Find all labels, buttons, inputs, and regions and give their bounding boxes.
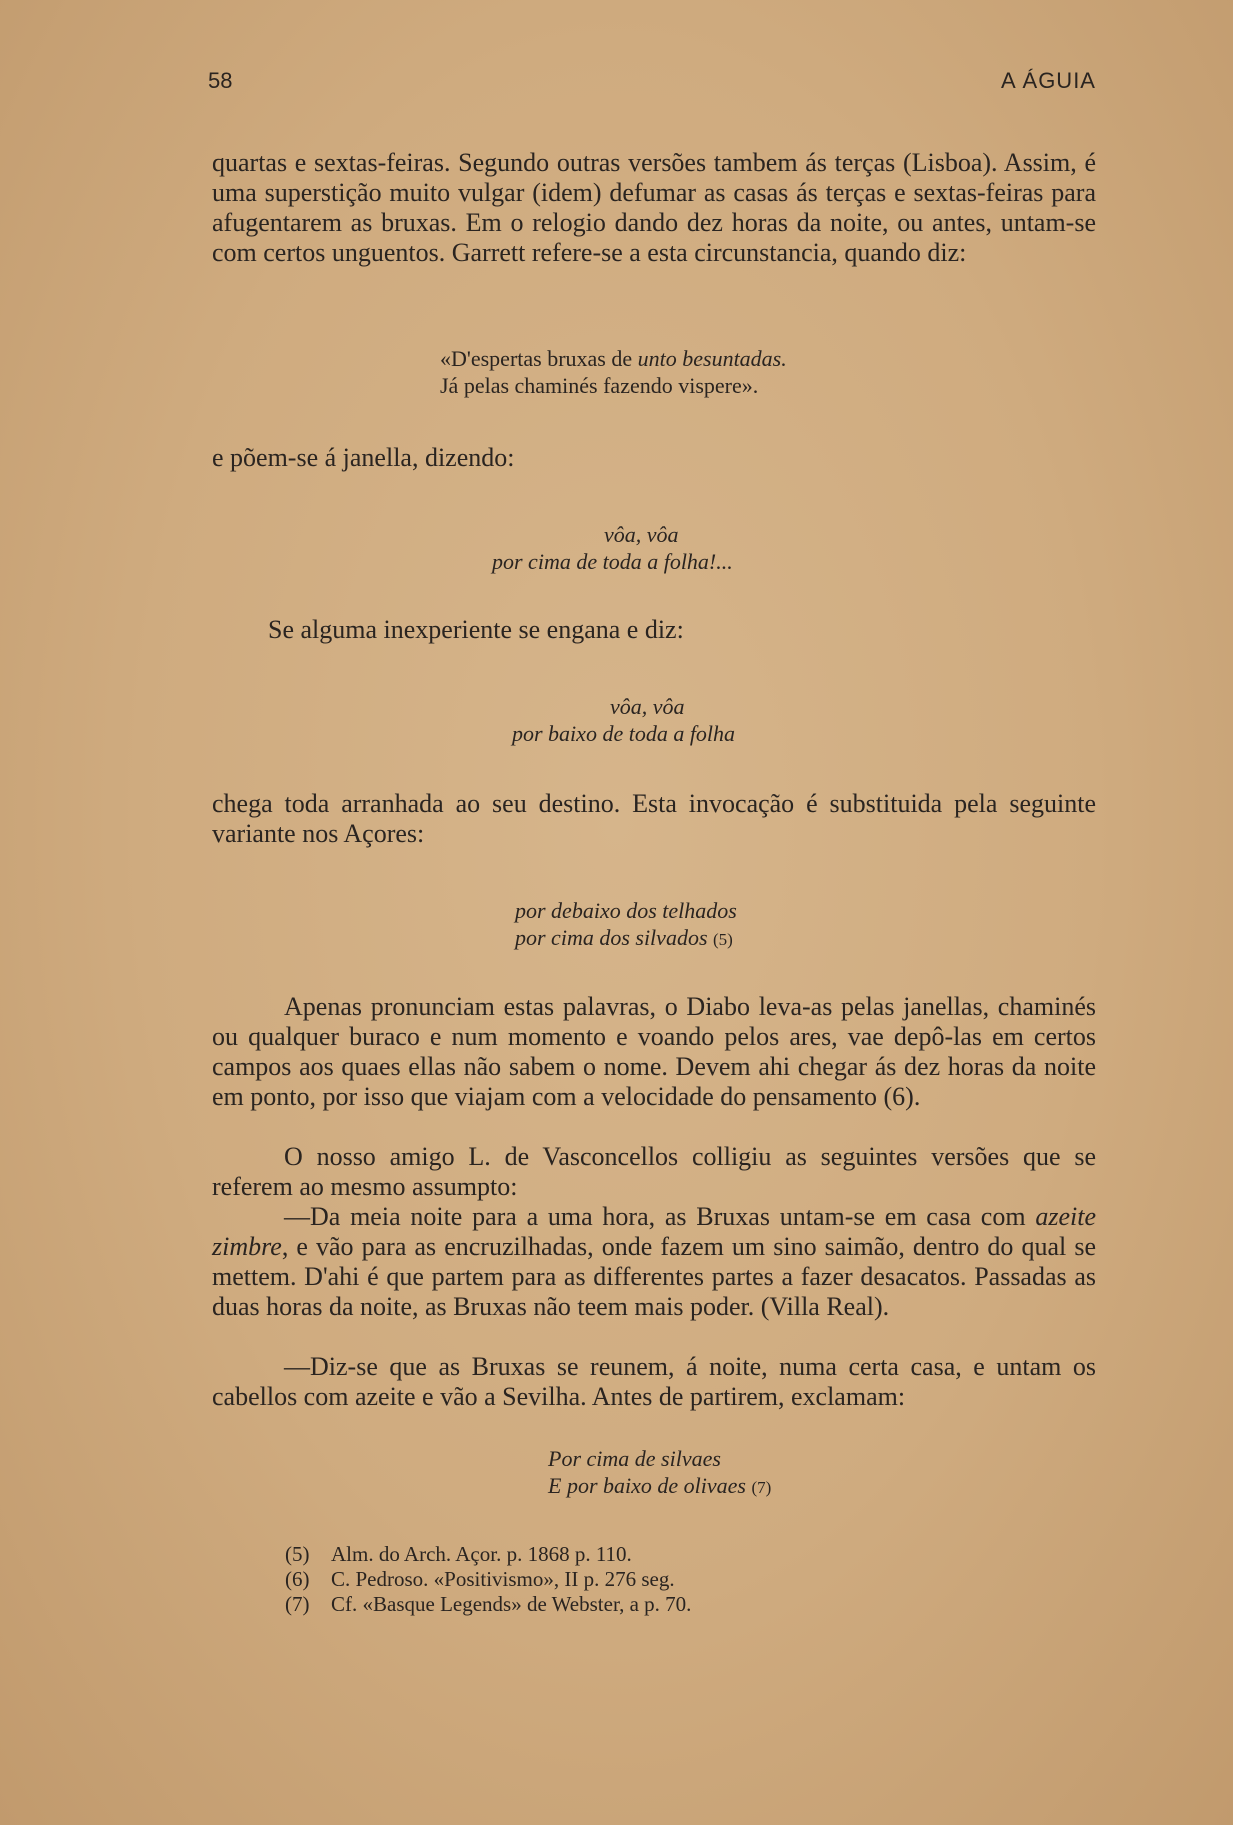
- footnote-text: Cf. «Basque Legends» de Webster, a p. 70.: [331, 1592, 692, 1616]
- footnote-mark: (7): [285, 1592, 310, 1616]
- paragraph-2: e põem-se á janella, dizendo:: [212, 443, 515, 472]
- paragraph-1: quartas e sextas-feiras. Segundo outras versões tambem ás terças (Lisboa). Assim, é uma superstição muito vulgar (idem) defumar as casas ás terças e sextas-feiras para afugentarem as bruxas. Em o relogio dando dez horas da noite, ou antes, untam-se com certos unguentos. Garrett refere-se a esta circunstancia, quando diz:: [212, 148, 1096, 267]
- quote-garrett: [440, 345, 787, 399]
- quote-line: [515, 924, 737, 953]
- quote-voa-cima: [492, 521, 733, 575]
- paragraph-text: , e vão para as encruzilhadas, onde fazem um sino saimão, dentro do qual se mettem. D'ahi é que partem para as differentes partes a fazer desacatos. Passadas as duas horas da noite, as Bruxas não teem mais poder. (Villa Real).: [212, 1232, 1096, 1321]
- quote-acores: [515, 897, 737, 953]
- journal-title: A ÁGUIA: [1000, 68, 1096, 93]
- quote-sevilha: [548, 1445, 771, 1501]
- quote-voa-baixo: [512, 693, 735, 747]
- quote-line: [548, 1472, 771, 1501]
- footnote-5: [285, 1542, 632, 1567]
- footnote-text: C. Pedroso. «Positivismo», II p. 276 seg.: [331, 1567, 675, 1591]
- quote-line: Já pelas chaminés fazendo vispere».: [440, 373, 759, 398]
- quote-text: «D'espertas bruxas de: [440, 346, 638, 371]
- footnote-ref: (6).: [883, 1082, 921, 1111]
- quote-line: vôa, vôa: [604, 522, 679, 547]
- quote-line: Por cima de silvaes: [548, 1446, 721, 1471]
- footnote-mark: (6): [285, 1567, 310, 1591]
- paragraph-5: [212, 992, 1096, 1112]
- footnote-ref: (7): [751, 1478, 772, 1497]
- footnote-text: Alm. do Arch. Açor. p. 1868 p. 110.: [331, 1542, 632, 1566]
- quote-line: por baixo de toda a folha: [512, 721, 736, 746]
- footnote-mark: (5): [285, 1542, 310, 1566]
- paragraph-3: Se alguma inexperiente se engana e diz:: [268, 615, 684, 644]
- page-number: 58: [208, 68, 233, 93]
- paragraph-4: chega toda arranhada ao seu destino. Esta invocação é substituida pela seguinte variante nos Açores:: [212, 789, 1096, 848]
- footnote-6: [285, 1567, 675, 1592]
- paragraph-text: —Da meia noite para a uma hora, as Bruxas untam-se em casa com: [284, 1202, 1036, 1231]
- footnote-ref: (5): [713, 930, 733, 949]
- paragraph-text: Apenas pronunciam estas palavras, o Diabo leva-as pelas janellas, chaminés ou qualquer buraco e num momento e voando pelos ares, vae depô-las em certos campos aos quaes ellas não sabem o nome. Devem ahi chegar ás dez horas da noite em ponto, por isso que viajam com a velocidade do pensamento: [212, 992, 1096, 1111]
- paragraph-6: O nosso amigo L. de Vasconcellos colligiu as seguintes versões que se referem ao mesmo assumpto:: [212, 1142, 1096, 1201]
- paragraph-8: —Diz-se que as Bruxas se reunem, á noite, numa certa casa, e untam os cabellos com azeite e vão a Sevilha. Antes de partirem, exclamam:: [212, 1352, 1096, 1411]
- quote-text: E por baixo de olivaes: [548, 1473, 746, 1498]
- quote-line: vôa, vôa: [610, 694, 685, 719]
- quote-line: por cima de toda a folha!...: [492, 549, 733, 574]
- running-header: [208, 68, 1096, 100]
- quote-line: [440, 345, 787, 372]
- quote-line: por debaixo dos telhados: [515, 898, 737, 923]
- paragraph-7: [212, 1202, 1096, 1322]
- quote-text: por cima dos silvados: [515, 925, 708, 950]
- quote-text-italic: unto besuntadas.: [637, 346, 787, 371]
- paragraph-text-italic: azeite zimbre: [212, 1202, 1096, 1261]
- footnote-7: [285, 1592, 691, 1617]
